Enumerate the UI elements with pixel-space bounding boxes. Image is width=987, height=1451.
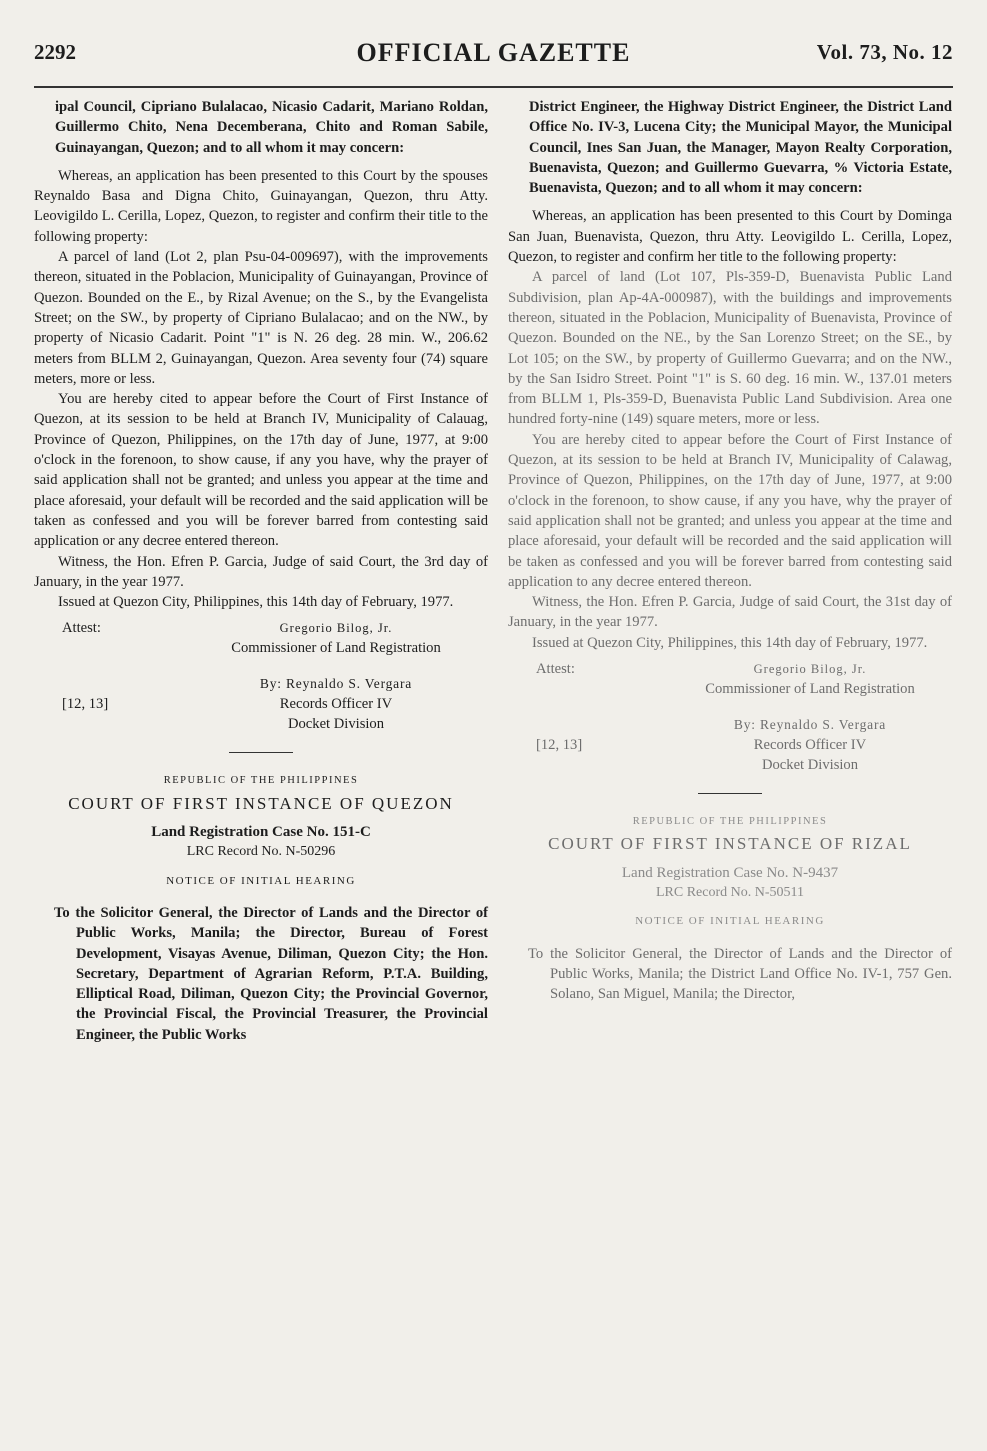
right-attest-title: Commissioner of Land Registration (705, 681, 915, 698)
left-lrc-record: LRC Record No. N-50296 (186, 844, 336, 860)
left-column (34, 97, 488, 1045)
left-attest-label: Attest: (62, 620, 101, 637)
right-whereas: Whereas, an application has been presented to this Court by Dominga San Juan, Buenavista, Quezon, thru Atty. Leovigildo L. Cerilla, Lopez, Quezon, to register and confirm her title to the following property: (508, 208, 952, 266)
right-attest-block (508, 659, 952, 715)
right-attest-name: Gregorio Bilog, Jr. (753, 662, 867, 677)
right-lrc-record: LRC Record No. N-50511 (655, 884, 805, 900)
right-by-title: Records Officer IV (753, 737, 867, 754)
left-by-division: Docket Division (287, 716, 385, 733)
right-addressees: District Engineer, the Highway District Engineer, the District Land Office No. IV-3, Lucena City; the Municipal Mayor, the Municipal Council, Ines San Juan, the Manager, Mayon Realty Corporation, Buenavista, Quezon; and Guillermo Guevarra, % Victoria Estate, Buenavista, Quezon; and to all whom it may concern: (529, 99, 952, 197)
left-whereas: Whereas, an application has been presented to this Court by the spouses Reynaldo Basa and Digna Chito, Guinayangan, Quezon, thru Atty. Leovigildo L. Cerilla, Lopez, Quezon, to register and confirm their title to the following property: (34, 167, 488, 245)
left-by-block (34, 674, 488, 738)
page-number: 2292 (34, 40, 76, 64)
volume-number: Vol. 73, No. 12 (816, 40, 953, 64)
right-court-heading: COURT OF FIRST INSTANCE OF RIZAL (548, 834, 912, 854)
right-column (508, 97, 952, 1004)
left-issued: Issued at Quezon City, Philippines, this 14th day of February, 1977. (58, 594, 454, 611)
left-to-addressees: To the Solicitor General, the Director of Lands and the Director of Public Works, Manila; the Director, Bureau of Forest Development, Visayas Avenue, Diliman, Quezon City; the Hon. Secretary, Department of Agrarian Reform, P.T.A. Building, Elliptical Road, Diliman, Quezon City; the Provincial Governor, the Provincial Fiscal, the Provincial Treasurer, the Provincial Engineer, the Public Works (54, 904, 488, 1043)
left-notice-heading: NOTICE OF INITIAL HEARING (166, 874, 356, 887)
left-attest-title: Commissioner of Land Registration (231, 640, 441, 657)
publication-title: OFFICIAL GAZETTE (356, 38, 631, 67)
left-by-name: By: Reynaldo S. Vergara (259, 676, 413, 692)
right-section-divider (698, 793, 762, 794)
left-parcel: A parcel of land (Lot 2, plan Psu-04-009697), with the improvements thereon, situated in the Poblacion, Municipality of Guinayangan, Province of Quezon. Bounded on the E., by Rizal Avenue; on the S., by the Evangelista Street; on the SW., by property of Cipriano Bulalacao; and on the NW., by property of Nicasio Cadarit. Point "1" is N. 26 deg. 28 min. W., 206.62 meters from BLLM 2, Guinayangan, Quezon. Area seventy four (74) square meters, more or less. (34, 249, 488, 387)
right-attest-label: Attest: (536, 661, 575, 678)
left-ref-number: [12, 13] (62, 696, 109, 713)
right-by-division: Docket Division (761, 757, 859, 774)
right-notice-heading: NOTICE OF INITIAL HEARING (635, 915, 825, 928)
right-by-name: By: Reynaldo S. Vergara (733, 717, 887, 733)
left-case-number: Land Registration Case No. 151-C (151, 824, 371, 841)
left-by-title: Records Officer IV (279, 696, 393, 713)
right-ref-number: [12, 13] (536, 737, 583, 754)
left-section-divider (229, 752, 293, 753)
left-court-heading: COURT OF FIRST INSTANCE OF QUEZON (68, 793, 454, 813)
left-republic-heading: REPUBLIC OF THE PHILIPPINES (163, 775, 359, 787)
left-addressees: ipal Council, Cipriano Bulalacao, Nicasio Cadarit, Mariano Roldan, Guillermo Chito, Nena Decemberana, Chito and Roman Sabile, Guinayangan, Quezon; and to all whom it may concern: (55, 99, 488, 156)
left-cited: You are hereby cited to appear before the Court of First Instance of Quezon, at its session to be held at Branch IV, Municipality of Calauag, Province of Quezon, Philippines, on the 17th day of June, 1977, at 9:00 o'clock in the forenoon, to show cause, if any you have, why the prayer of said application shall not be granted; and unless you appear at the time and place aforesaid, your default will be recorded and the said application will be taken as confessed and you will be forever barred from contesting said application or any decree entered thereon. (34, 391, 488, 550)
right-case-number: Land Registration Case No. N-9437 (621, 864, 839, 881)
right-cited: You are hereby cited to appear before the Court of First Instance of Quezon, at its session to be held at Branch IV, Municipality of Calawag, Province of Quezon, Philippines, on the 17th day of June, 1977, at 9:00 o'clock in the forenoon, to show cause, if any you have, why the prayer of said application shall not be granted; and unless you appear at the time and place aforesaid, your default will be recorded and the said application will be taken as confessed and you will be forever barred from contesting said application to any decree entered thereon. (508, 431, 952, 590)
right-by-block (508, 715, 952, 779)
left-attest-block (34, 618, 488, 674)
header-rule (34, 86, 953, 88)
left-attest-name: Gregorio Bilog, Jr. (279, 621, 393, 636)
page-header (34, 38, 953, 78)
right-republic-heading: REPUBLIC OF THE PHILIPPINES (632, 816, 828, 828)
right-to-addressees: To the Solicitor General, the Director of Lands and the Director of Public Works, Manila; the District Land Office No. IV-1, 757 Gen. Solano, San Miguel, Manila; the Director, (528, 945, 952, 1003)
left-witness: Witness, the Hon. Efren P. Garcia, Judge of said Court, the 3rd day of January, in the year 1977. (34, 553, 488, 590)
right-issued: Issued at Quezon City, Philippines, this 14th day of February, 1977. (532, 634, 928, 651)
right-parcel: A parcel of land (Lot 107, Pls-359-D, Buenavista Public Land Subdivision, plan Ap-4A-000987), with the buildings and improvements thereon, situated in the Poblacion, Municipality of Buenavista, Province of Quezon. Bounded on the NE., by the San Lorenzo Street; on the SE., by Lot 105; on the SW., by property of Guillermo Guevarra; and on the NW., by the San Isidro Street. Point "1" is S. 60 deg. 16 min. W., 137.01 meters from BLLM 1, Pls-359-D, Buenavista Public Land Subdivision. Area one hundred forty-nine (149) square meters, more or less. (508, 269, 952, 428)
right-witness: Witness, the Hon. Efren P. Garcia, Judge of said Court, the 31st day of January, in the year 1977. (508, 594, 952, 631)
